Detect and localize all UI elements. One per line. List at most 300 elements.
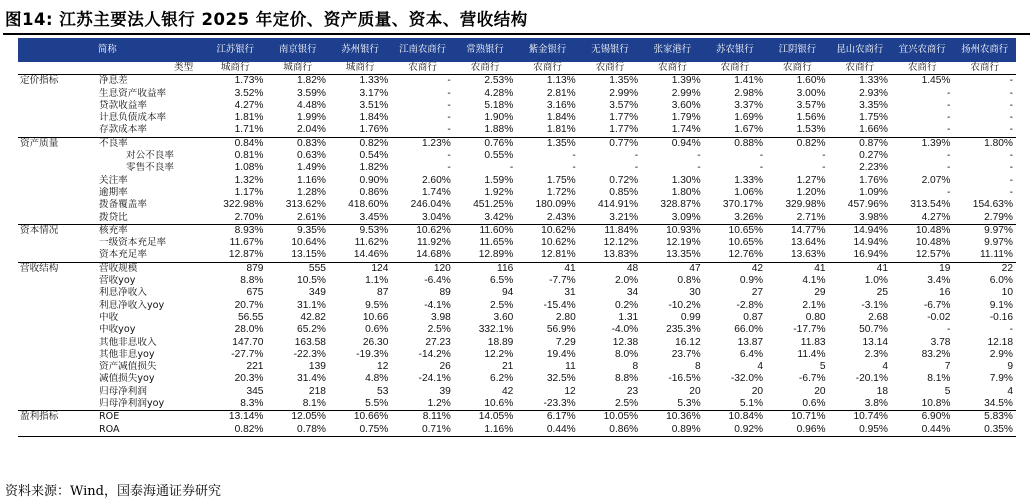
table-row bbox=[18, 150, 1016, 162]
value-cell: 5.83% bbox=[953, 411, 1016, 424]
value-cell: 3.60 bbox=[493, 311, 514, 323]
value-cell: -22.3% bbox=[293, 348, 326, 360]
row-label: 关注率 bbox=[99, 174, 128, 186]
row-label: 核充率 bbox=[96, 224, 204, 237]
value-cell: 56.9% bbox=[546, 324, 576, 336]
value-cell: 6.17% bbox=[516, 411, 578, 424]
value-cell: - bbox=[447, 99, 451, 111]
value-cell: 4 bbox=[1007, 385, 1013, 397]
value-cell: 5.1% bbox=[739, 398, 764, 410]
value-cell: 0.8% bbox=[677, 275, 701, 287]
source-note: 资料来源：Wind，国泰海通证券研究 bbox=[5, 484, 221, 499]
value-cell: - bbox=[822, 162, 826, 174]
value-cell: 10.62% bbox=[516, 224, 578, 237]
value-cell: 9.35% bbox=[266, 224, 328, 237]
row-label: 一级资本充足率 bbox=[99, 237, 167, 249]
value-cell: 180.09% bbox=[535, 199, 576, 211]
value-cell: 0.87% bbox=[829, 137, 891, 150]
header-bank-name: 苏州银行 bbox=[329, 38, 391, 62]
value-cell: 1.80% bbox=[953, 137, 1016, 150]
value-cell: 3.37% bbox=[734, 99, 764, 111]
value-cell: -27.7% bbox=[231, 348, 264, 360]
category-cell: 营收结构 bbox=[18, 262, 96, 275]
value-cell: - bbox=[1009, 75, 1013, 87]
value-cell: 1.28% bbox=[297, 186, 326, 198]
value-cell: 42 bbox=[704, 262, 766, 275]
value-cell: 10 bbox=[1001, 287, 1013, 299]
row-label: 利息净收入 bbox=[99, 287, 147, 299]
value-cell: - bbox=[1009, 99, 1013, 111]
bank-type-cell: 农商行 bbox=[953, 62, 1016, 75]
value-cell: - bbox=[447, 75, 451, 87]
value-cell: -14.2% bbox=[418, 348, 451, 360]
value-cell: 26 bbox=[439, 361, 451, 373]
value-cell: 0.6% bbox=[802, 398, 826, 410]
value-cell: - bbox=[759, 150, 764, 162]
table-row bbox=[18, 124, 1016, 137]
value-cell: 0.76% bbox=[454, 137, 516, 150]
value-cell: 8.11% bbox=[391, 411, 453, 424]
value-cell: 26.30 bbox=[362, 336, 389, 348]
value-cell: 8.1% bbox=[302, 398, 326, 410]
bank-type-cell: 农商行 bbox=[391, 62, 453, 75]
value-cell: 1.32% bbox=[234, 174, 264, 186]
value-cell: 1.79% bbox=[671, 112, 701, 124]
value-cell: - bbox=[947, 162, 951, 174]
category-cell bbox=[18, 324, 96, 336]
value-cell: - bbox=[947, 150, 951, 162]
value-cell: -15.4% bbox=[543, 299, 576, 311]
value-cell: -7.7% bbox=[549, 275, 576, 287]
value-cell: 19 bbox=[891, 262, 953, 275]
value-cell: 83.2% bbox=[921, 348, 951, 360]
value-cell: 8.8% bbox=[240, 275, 264, 287]
value-cell: 1.27% bbox=[796, 174, 826, 186]
value-cell: - bbox=[822, 150, 826, 162]
value-cell: 1.82% bbox=[297, 75, 326, 87]
value-cell: 9.53% bbox=[329, 224, 391, 237]
value-cell: 1.35% bbox=[516, 137, 578, 150]
category-cell bbox=[18, 112, 96, 124]
value-cell: 163.58 bbox=[294, 336, 326, 348]
value-cell: 1.82% bbox=[359, 162, 389, 174]
value-cell: 1.90% bbox=[484, 112, 514, 124]
value-cell: 28.0% bbox=[234, 324, 264, 336]
value-cell: - bbox=[1009, 124, 1013, 136]
value-cell: - bbox=[947, 87, 951, 99]
value-cell: 1.35% bbox=[609, 75, 639, 87]
row-label: 计息负债成本率 bbox=[99, 112, 167, 124]
row-label: 不良率 bbox=[96, 137, 204, 150]
value-cell: 1.71% bbox=[234, 124, 264, 136]
value-cell: 11.65% bbox=[479, 237, 514, 249]
category-cell bbox=[18, 312, 96, 324]
value-cell: 3.42% bbox=[484, 211, 514, 223]
value-cell: 2.07% bbox=[921, 174, 951, 186]
value-cell: 31.1% bbox=[297, 299, 326, 311]
row-label: 净息差 bbox=[99, 75, 128, 87]
value-cell: 1.33% bbox=[859, 75, 888, 87]
value-cell: 0.94% bbox=[641, 137, 703, 150]
value-cell: 1.56% bbox=[796, 112, 826, 124]
value-cell: 2.81% bbox=[546, 87, 576, 99]
value-cell: 0.92% bbox=[704, 424, 766, 437]
value-cell: - bbox=[1009, 162, 1013, 174]
value-cell: 2.71% bbox=[796, 211, 826, 223]
value-cell: 13.14 bbox=[862, 336, 888, 348]
value-cell: 0.86% bbox=[579, 424, 641, 437]
value-cell: 50.7% bbox=[859, 324, 888, 336]
value-cell: 2.53% bbox=[484, 75, 514, 87]
value-cell: 3.98 bbox=[431, 311, 451, 323]
value-cell: 1.92% bbox=[484, 186, 514, 198]
category-cell bbox=[18, 88, 96, 100]
value-cell: -16.5% bbox=[668, 373, 701, 385]
value-cell: -24.1% bbox=[418, 373, 451, 385]
value-cell: 8.8% bbox=[614, 373, 639, 385]
table-row bbox=[18, 100, 1016, 112]
table-row bbox=[18, 237, 1016, 249]
value-cell: 5.18% bbox=[484, 99, 514, 111]
value-cell: 2.99% bbox=[671, 87, 701, 99]
value-cell: 0.87 bbox=[743, 311, 764, 323]
value-cell: 1.72% bbox=[546, 186, 576, 198]
table-row bbox=[18, 162, 1016, 174]
value-cell: 12.12% bbox=[603, 237, 639, 249]
value-cell: 4.27% bbox=[234, 99, 264, 111]
value-cell: 3.98% bbox=[859, 211, 888, 223]
value-cell: 6.2% bbox=[490, 373, 514, 385]
value-cell: 2.5% bbox=[614, 398, 639, 410]
value-cell: 94 bbox=[501, 287, 514, 299]
value-cell: 7.29 bbox=[555, 336, 576, 348]
value-cell: 0.82% bbox=[329, 137, 391, 150]
value-cell: 18 bbox=[876, 385, 888, 397]
value-cell: 4.48% bbox=[297, 99, 326, 111]
value-cell: 11.83 bbox=[800, 336, 826, 348]
value-cell: -20.1% bbox=[855, 373, 888, 385]
value-cell: 14.94% bbox=[853, 237, 888, 249]
table-row bbox=[18, 349, 1016, 361]
value-cell: -0.16 bbox=[989, 311, 1013, 323]
row-label: 中收 bbox=[99, 311, 119, 323]
bank-metrics-table bbox=[18, 38, 1016, 437]
value-cell: 10.65% bbox=[728, 237, 764, 249]
value-cell: 14.77% bbox=[766, 224, 828, 237]
value-cell: 11.92% bbox=[417, 237, 451, 249]
header-bank-name: 江苏银行 bbox=[204, 38, 266, 62]
value-cell: 2.99% bbox=[609, 87, 639, 99]
header-bank-name: 苏农银行 bbox=[704, 38, 766, 62]
value-cell: 1.84% bbox=[546, 112, 576, 124]
value-cell: 1.53% bbox=[796, 124, 826, 136]
value-cell: 0.90% bbox=[359, 174, 389, 186]
value-cell: 1.0% bbox=[864, 275, 888, 287]
value-cell: 1.45% bbox=[921, 75, 951, 87]
value-cell: 0.96% bbox=[766, 424, 828, 437]
row-label: 营收规模 bbox=[96, 262, 204, 275]
value-cell: 2.68 bbox=[868, 311, 888, 323]
value-cell: 0.9% bbox=[739, 275, 764, 287]
value-cell: 0.83% bbox=[266, 137, 328, 150]
value-cell: 4.1% bbox=[802, 275, 826, 287]
value-cell: 1.77% bbox=[609, 112, 639, 124]
value-cell: 20.7% bbox=[234, 299, 264, 311]
value-cell: 1.60% bbox=[796, 75, 826, 87]
value-cell: 13.35% bbox=[666, 249, 701, 261]
category-cell bbox=[18, 300, 96, 312]
value-cell: 246.04% bbox=[410, 199, 451, 211]
table-row bbox=[18, 361, 1016, 373]
value-cell: - bbox=[697, 150, 701, 162]
value-cell: 1.67% bbox=[734, 124, 764, 136]
bank-type-cell: 农商行 bbox=[454, 62, 516, 75]
value-cell: 0.95% bbox=[829, 424, 891, 437]
value-cell: 120 bbox=[391, 262, 453, 275]
row-label: 贷款收益率 bbox=[99, 99, 147, 111]
value-cell: 42.82 bbox=[300, 311, 326, 323]
value-cell: 1.73% bbox=[234, 75, 264, 87]
value-cell: 0.85% bbox=[609, 186, 639, 198]
value-cell: -0.02 bbox=[927, 311, 951, 323]
value-cell: 10.66 bbox=[362, 311, 389, 323]
value-cell: 313.62% bbox=[285, 199, 326, 211]
value-cell: 0.80 bbox=[805, 311, 826, 323]
value-cell: 39 bbox=[439, 385, 451, 397]
value-cell: 313.54% bbox=[910, 199, 951, 211]
value-cell: 0.89% bbox=[641, 424, 703, 437]
category-cell bbox=[18, 349, 96, 361]
value-cell: 20.3% bbox=[234, 373, 264, 385]
value-cell: 0.44% bbox=[516, 424, 578, 437]
value-cell: -3.1% bbox=[861, 299, 888, 311]
table-row bbox=[18, 88, 1016, 100]
category-cell bbox=[18, 212, 96, 225]
value-cell: 11.67% bbox=[229, 237, 264, 249]
value-cell: 27.23 bbox=[425, 336, 451, 348]
value-cell: - bbox=[509, 162, 514, 174]
table-row bbox=[18, 287, 1016, 299]
value-cell: 3.4% bbox=[927, 275, 951, 287]
value-cell: 1.09% bbox=[859, 186, 888, 198]
value-cell: 0.81% bbox=[234, 150, 264, 162]
value-cell: 1.49% bbox=[297, 162, 326, 174]
value-cell: - bbox=[759, 162, 764, 174]
bank-type-cell: 城商行 bbox=[204, 62, 266, 75]
value-cell: 18.89 bbox=[487, 336, 514, 348]
value-cell: 1.74% bbox=[671, 124, 701, 136]
value-cell: 6.90% bbox=[891, 411, 953, 424]
value-cell: 10.48% bbox=[891, 224, 953, 237]
value-cell: 555 bbox=[266, 262, 328, 275]
value-cell: 1.39% bbox=[671, 75, 701, 87]
value-cell: 10.6% bbox=[484, 398, 514, 410]
value-cell: 6.4% bbox=[739, 348, 764, 360]
header-name-label: 简称 bbox=[18, 38, 204, 62]
value-cell: 29 bbox=[814, 287, 826, 299]
category-cell bbox=[18, 386, 96, 398]
value-cell: 1.59% bbox=[484, 174, 514, 186]
table-row bbox=[18, 398, 1016, 411]
value-cell: 1.80% bbox=[671, 186, 701, 198]
value-cell: 2.60% bbox=[421, 174, 451, 186]
value-cell: 13.83% bbox=[603, 249, 639, 261]
value-cell: 4.28% bbox=[484, 87, 514, 99]
category-cell bbox=[18, 162, 96, 174]
bank-type-cell: 农商行 bbox=[704, 62, 766, 75]
value-cell: 1.06% bbox=[734, 186, 764, 198]
value-cell: 0.2% bbox=[614, 299, 639, 311]
row-label: ROE bbox=[96, 411, 204, 424]
value-cell: 12.76% bbox=[728, 249, 764, 261]
value-cell: 124 bbox=[329, 262, 391, 275]
value-cell: 1.77% bbox=[609, 124, 639, 136]
value-cell: 4 bbox=[882, 361, 888, 373]
value-cell: 9.97% bbox=[984, 237, 1013, 249]
value-cell: 0.86% bbox=[359, 186, 389, 198]
header-bank-name: 无锡银行 bbox=[579, 38, 641, 62]
row-label: 对公不良率 bbox=[126, 150, 174, 162]
value-cell: 0.77% bbox=[579, 137, 641, 150]
value-cell: 139 bbox=[308, 361, 326, 373]
row-label: 生息资产收益率 bbox=[99, 87, 167, 99]
value-cell: 0.88% bbox=[704, 137, 766, 150]
value-cell: 3.09% bbox=[671, 211, 701, 223]
table-row bbox=[18, 75, 1016, 88]
value-cell: 6.0% bbox=[989, 275, 1013, 287]
value-cell: 32.5% bbox=[546, 373, 576, 385]
value-cell: - bbox=[1009, 87, 1013, 99]
value-cell: 5 bbox=[819, 361, 826, 373]
value-cell: 154.63% bbox=[972, 199, 1013, 211]
value-cell: 31.4% bbox=[297, 373, 326, 385]
category-cell bbox=[18, 424, 96, 437]
value-cell: 0.6% bbox=[365, 324, 389, 336]
value-cell: -4.0% bbox=[611, 324, 639, 336]
value-cell: 1.16% bbox=[297, 174, 326, 186]
category-cell bbox=[18, 287, 96, 299]
row-label: 存款成本率 bbox=[99, 124, 147, 136]
value-cell: -17.7% bbox=[793, 324, 826, 336]
value-cell: 5 bbox=[944, 385, 951, 397]
value-cell: 1.1% bbox=[365, 275, 389, 287]
value-cell: 25 bbox=[876, 287, 888, 299]
value-cell: 4.8% bbox=[365, 373, 389, 385]
value-cell: 235.3% bbox=[666, 324, 701, 336]
table-row bbox=[18, 424, 1016, 437]
value-cell: 3.16% bbox=[546, 99, 576, 111]
bank-type-cell: 农商行 bbox=[641, 62, 703, 75]
table-row bbox=[18, 262, 1016, 275]
value-cell: 0.72% bbox=[609, 174, 639, 186]
value-cell: - bbox=[447, 112, 451, 124]
value-cell: 0.82% bbox=[204, 424, 266, 437]
value-cell: 329.98% bbox=[785, 199, 826, 211]
value-cell: 2.3% bbox=[864, 348, 888, 360]
category-cell bbox=[18, 373, 96, 385]
value-cell: 4.27% bbox=[921, 211, 951, 223]
bank-type-cell: 农商行 bbox=[766, 62, 828, 75]
value-cell: 31 bbox=[564, 287, 576, 299]
value-cell: 2.93% bbox=[859, 87, 888, 99]
value-cell: 1.76% bbox=[359, 124, 389, 136]
value-cell: 11.84% bbox=[579, 224, 641, 237]
header-bank-name: 宜兴农商行 bbox=[891, 38, 953, 62]
value-cell: 12.57% bbox=[915, 249, 951, 261]
value-cell: - bbox=[1009, 150, 1013, 162]
value-cell: -10.2% bbox=[668, 299, 701, 311]
category-cell bbox=[18, 100, 96, 112]
value-cell: 11.4% bbox=[797, 348, 826, 360]
value-cell: 4 bbox=[757, 361, 764, 373]
value-cell: 0.63% bbox=[297, 150, 326, 162]
value-cell: 2.79% bbox=[984, 211, 1013, 223]
category-cell bbox=[18, 398, 96, 411]
value-cell: 221 bbox=[246, 361, 264, 373]
value-cell: 3.78 bbox=[930, 336, 951, 348]
value-cell: 2.5% bbox=[490, 299, 514, 311]
value-cell: 10.5% bbox=[297, 275, 326, 287]
value-cell: 12.2% bbox=[484, 348, 514, 360]
value-cell: 218 bbox=[308, 385, 326, 397]
value-cell: 8 bbox=[694, 361, 701, 373]
row-label: 拨贷比 bbox=[99, 211, 128, 223]
value-cell: 14.94% bbox=[829, 224, 891, 237]
value-cell: 3.60% bbox=[671, 99, 701, 111]
value-cell: 12.87% bbox=[228, 249, 264, 261]
value-cell: 1.31 bbox=[618, 311, 639, 323]
header-bank-name: 常熟银行 bbox=[454, 38, 516, 62]
category-cell bbox=[18, 275, 96, 287]
table-row bbox=[18, 224, 1016, 237]
table-row bbox=[18, 373, 1016, 385]
value-cell: - bbox=[447, 87, 451, 99]
value-cell: 10.62% bbox=[541, 237, 576, 249]
value-cell: 34.5% bbox=[984, 398, 1013, 410]
row-label: 其他非息收入 bbox=[99, 336, 157, 348]
value-cell: 1.75% bbox=[546, 174, 576, 186]
value-cell: 13.63% bbox=[790, 249, 826, 261]
value-cell: 1.33% bbox=[734, 174, 764, 186]
table-row bbox=[18, 312, 1016, 324]
value-cell: 10.36% bbox=[641, 411, 703, 424]
bank-type-cell: 农商行 bbox=[891, 62, 953, 75]
row-label: 资本充足率 bbox=[99, 249, 147, 261]
value-cell: 3.17% bbox=[359, 87, 389, 99]
row-label: 利息净收入yoy bbox=[99, 299, 165, 311]
category-cell bbox=[18, 237, 96, 249]
value-cell: 22 bbox=[953, 262, 1016, 275]
table-row bbox=[18, 337, 1016, 349]
value-cell: 0.35% bbox=[953, 424, 1016, 437]
value-cell: 3.45% bbox=[359, 211, 389, 223]
value-cell: 8.0% bbox=[614, 348, 639, 360]
value-cell: 2.70% bbox=[234, 211, 264, 223]
value-cell: 8 bbox=[632, 361, 639, 373]
row-label: 拨备覆盖率 bbox=[99, 199, 147, 211]
value-cell: 5.5% bbox=[365, 398, 389, 410]
value-cell: 1.16% bbox=[454, 424, 516, 437]
row-label: 资产减值损失 bbox=[99, 361, 157, 373]
value-cell: 9.5% bbox=[365, 299, 389, 311]
category-cell bbox=[18, 361, 96, 373]
value-cell: 0.55% bbox=[484, 150, 514, 162]
category-cell: 资产质量 bbox=[18, 137, 96, 150]
value-cell: 13.15% bbox=[291, 249, 326, 261]
value-cell: 2.04% bbox=[297, 124, 326, 136]
header-bank-name: 南京银行 bbox=[266, 38, 328, 62]
value-cell: 1.99% bbox=[297, 112, 326, 124]
